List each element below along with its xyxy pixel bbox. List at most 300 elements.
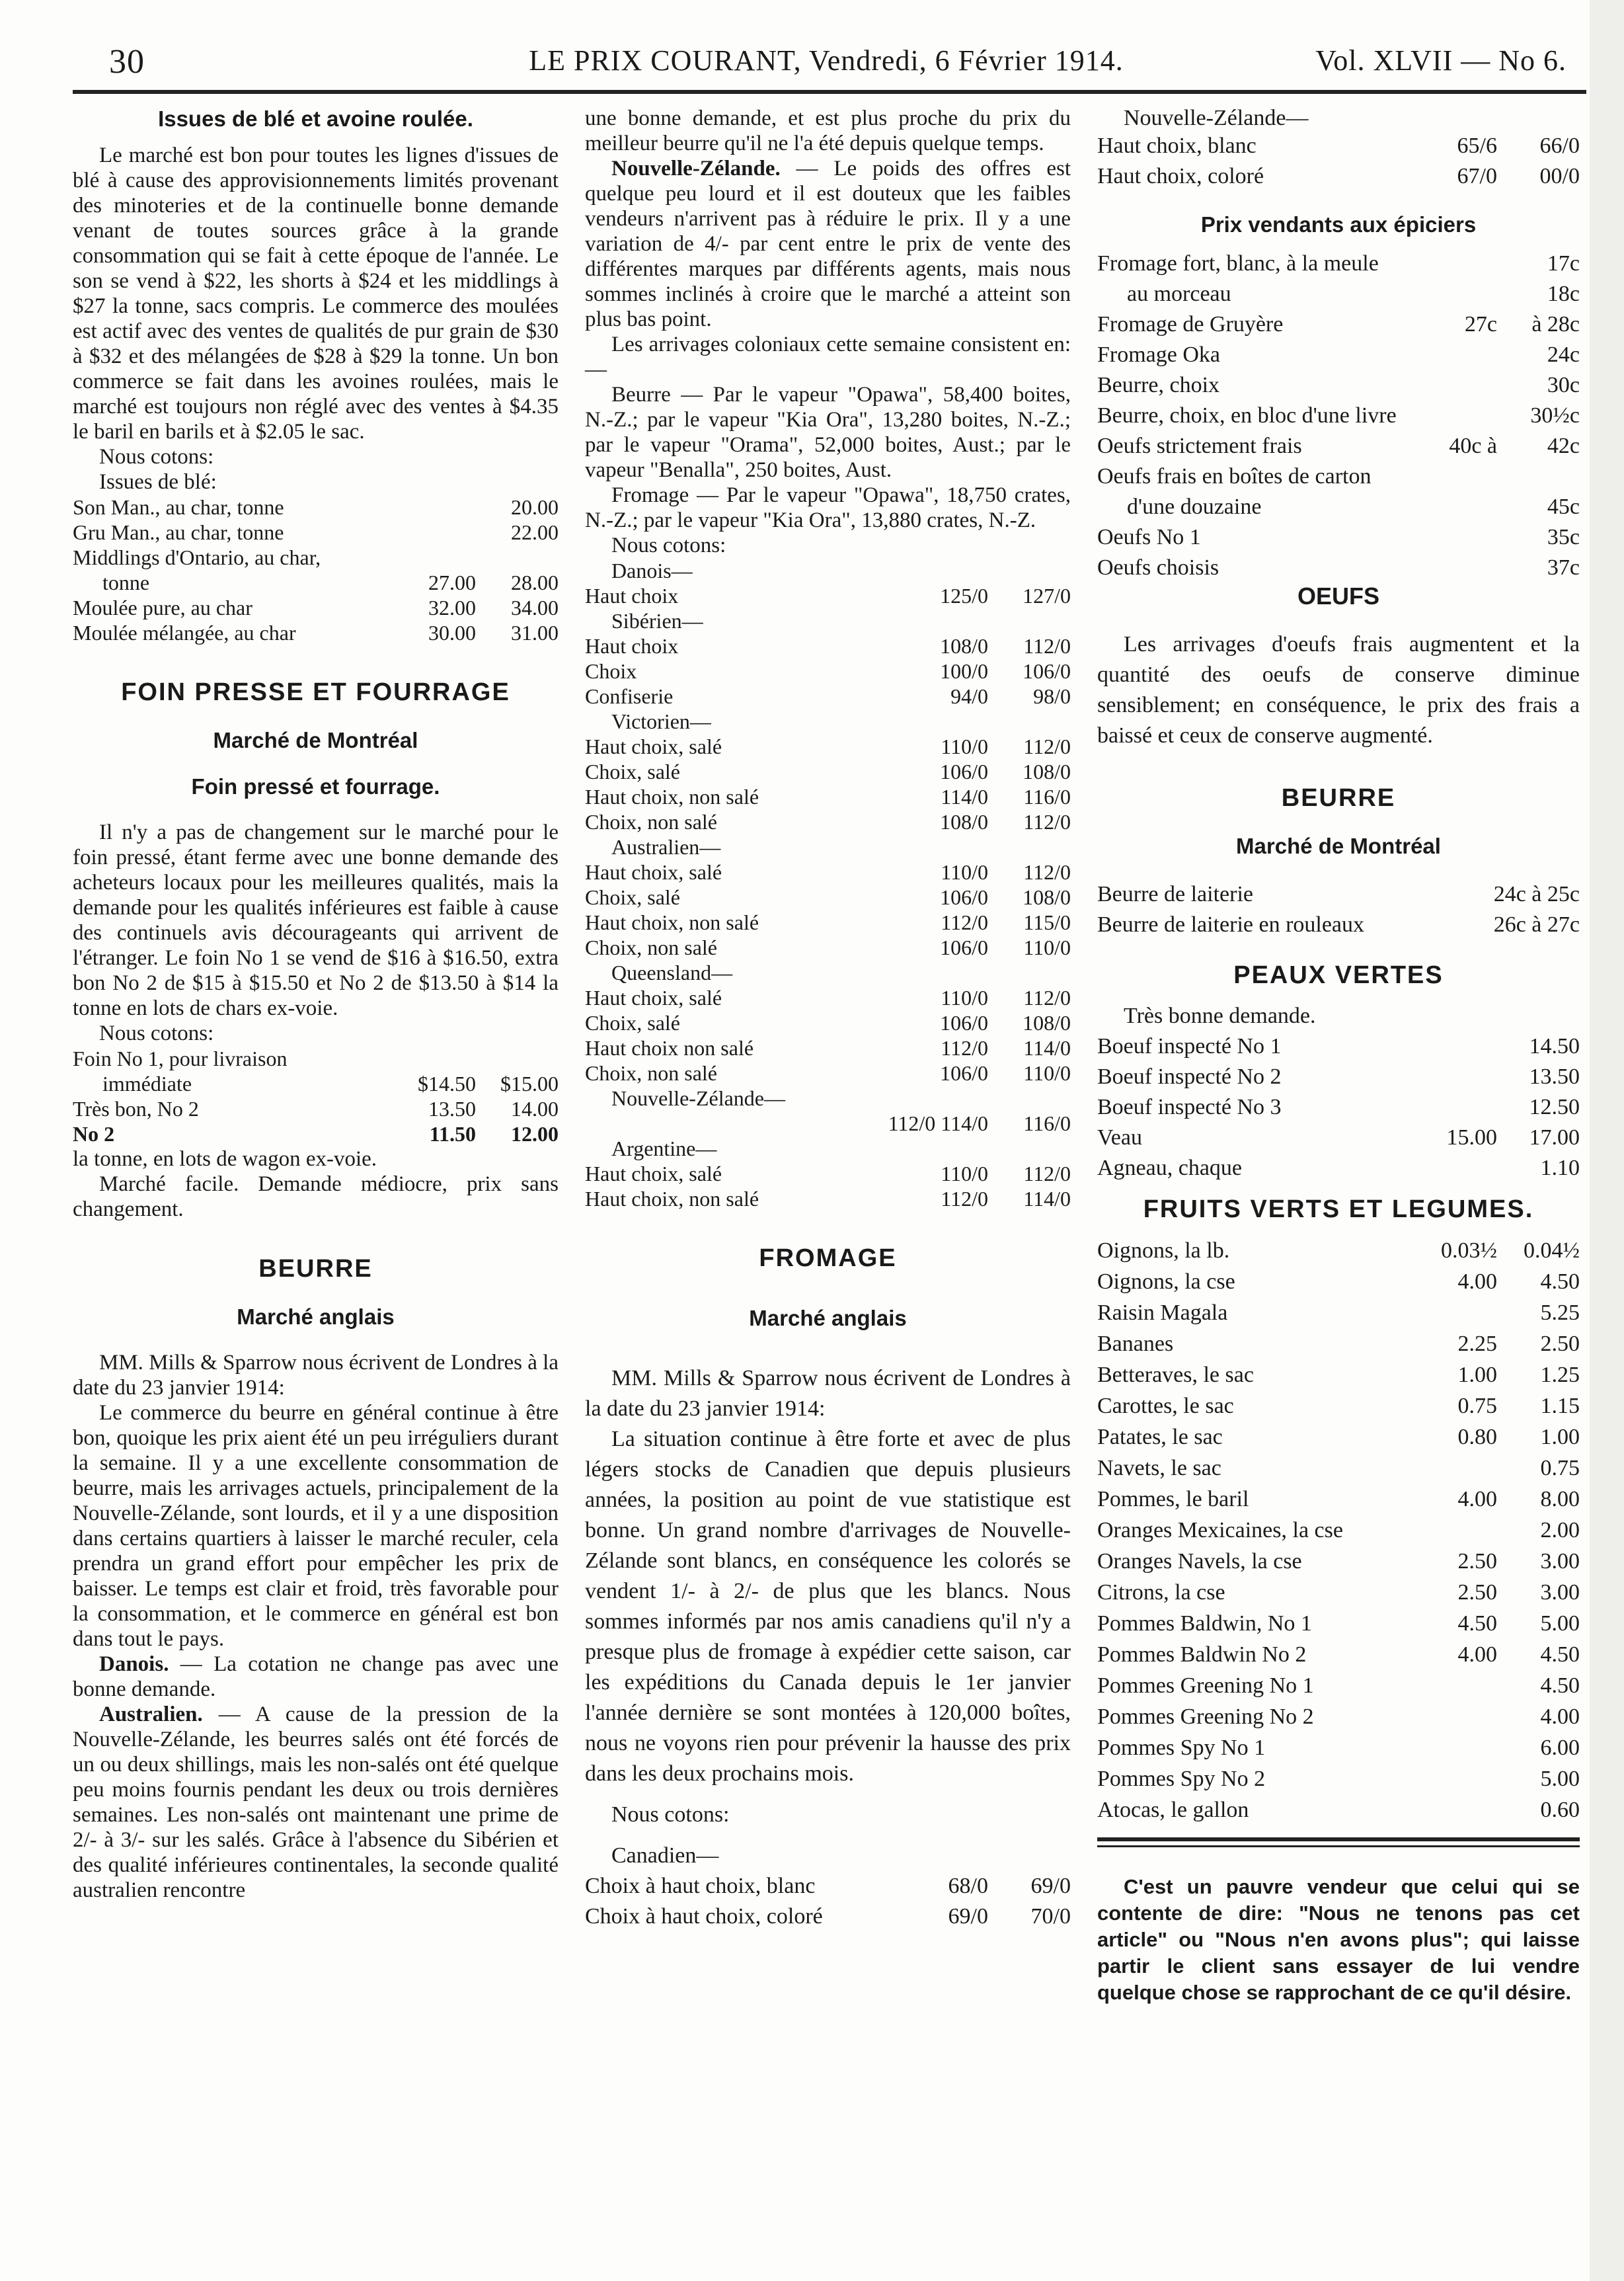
foin-after-table: la tonne, en lots de wagon ex-voie. <box>73 1147 377 1171</box>
price-label: Haut choix, coloré <box>1097 164 1264 188</box>
price-label: Gru Man., au char, tonne <box>73 520 284 544</box>
price-high: 24c à 25c <box>1493 882 1580 906</box>
nz-fromage-subheading: Nouvelle-Zélande— <box>1124 106 1309 130</box>
price-low: 100/0 <box>940 659 988 683</box>
price-low: 4.00 <box>1457 1487 1497 1511</box>
price-low: 0.03½ <box>1441 1238 1497 1263</box>
arrivages-paragraph: Les arrivages coloniaux cette semaine consistent en:— <box>585 333 1071 381</box>
price-row <box>1097 461 1580 492</box>
price-low: 108/0 <box>940 810 988 834</box>
price-high: 6.00 <box>1540 1736 1580 1760</box>
price-high: 4.50 <box>1540 1673 1580 1698</box>
price-high: 45c <box>1547 495 1580 519</box>
price-row <box>585 910 1071 935</box>
price-low <box>888 960 988 985</box>
price-high: 108/0 <box>1023 885 1071 909</box>
price-label: Oeufs frais en boîtes de carton <box>1097 464 1372 489</box>
price-label: Australien— <box>611 835 721 859</box>
price-high: 115/0 <box>1023 910 1071 934</box>
price-row <box>1097 1266 1580 1297</box>
price-label: Middlings d'Ontario, au char, <box>73 545 321 569</box>
price-row <box>585 885 1071 910</box>
price-high: 35c <box>1547 525 1580 549</box>
price-low <box>1421 1732 1497 1763</box>
beurre-anglais-price-table <box>585 558 1071 1211</box>
danois-label: Danois. <box>99 1652 169 1676</box>
beurre-intro: MM. Mills & Sparrow nous écrivent de Londres à la date du 23 janvier 1914: <box>73 1351 559 1400</box>
price-low: 2.50 <box>1457 1549 1497 1574</box>
price-row <box>1097 1670 1580 1701</box>
price-row <box>73 570 559 595</box>
price-row <box>585 759 1071 784</box>
foin-subheading: Foin pressé et fourrage. <box>191 774 440 799</box>
price-row <box>1097 161 1580 192</box>
price-row <box>1097 492 1580 522</box>
price-row <box>1097 1763 1580 1794</box>
price-row <box>1097 1732 1580 1763</box>
price-low: 106/0 <box>940 936 988 959</box>
price-label: Carottes, le sac <box>1097 1394 1234 1418</box>
price-label: Moulée pure, au char <box>73 596 252 620</box>
price-low: 0.75 <box>1457 1394 1497 1418</box>
price-label: Victorien— <box>611 709 711 733</box>
price-row <box>585 633 1071 659</box>
price-low <box>888 1086 988 1111</box>
price-row <box>585 784 1071 809</box>
price-high <box>988 960 1071 985</box>
price-label: Haut choix <box>585 584 679 608</box>
price-low <box>400 495 476 520</box>
price-label: tonne <box>102 571 150 594</box>
price-high: 22.00 <box>511 520 559 544</box>
beurre-arrivages: Beurre — Par le vapeur "Opawa", 58,400 boites, N.-Z.; par le vapeur "Kia Ora", 13,280 boites, N.-Z.; par le vapeur "Orama", 52,000 boites, Aust.; par le vapeur "Benalla", 250 boites, Aust. <box>585 383 1071 482</box>
price-high: 116/0 <box>1023 785 1071 809</box>
price-low <box>400 1046 476 1071</box>
price-row <box>585 583 1071 608</box>
price-label: Choix, non salé <box>585 936 717 959</box>
price-low: 2.25 <box>1457 1332 1497 1356</box>
price-high <box>988 834 1071 860</box>
price-low: 110/0 <box>941 986 988 1010</box>
price-label: au morceau <box>1127 282 1231 306</box>
price-row <box>585 809 1071 834</box>
price-row <box>1097 522 1580 553</box>
price-row <box>585 734 1071 759</box>
page-number: 30 <box>109 43 145 81</box>
beurre-nous-cotons: Nous cotons: <box>611 534 726 557</box>
price-high <box>476 1046 559 1071</box>
price-low <box>888 834 988 860</box>
danois-text: — La cotation ne change pas avec une bonne demande. <box>73 1652 559 1701</box>
price-high <box>988 1136 1071 1161</box>
price-high: 69/0 <box>1030 1874 1071 1898</box>
price-low: 4.00 <box>1457 1642 1497 1667</box>
price-low: 106/0 <box>940 885 988 909</box>
price-row <box>1097 1031 1580 1062</box>
beurre-paragraph: Le commerce du beurre en général continue à être bon, quoique les prix aient été un peu irréguliers durant la semaine. Il y a une excellente consommation de beurre, mais les arrivages actuels, principalement de la Nouvelle-Zélande, sont lourds, et il y a une disposition dans certains quartiers à laisser le marché reculer, cela prendra un grand effort pour empêcher les prix de baisser. Le temps est clair et froid, très favorable pour la consommation, et le commerce en général est bon dans tout le pays. <box>73 1401 559 1651</box>
price-row <box>73 1121 559 1146</box>
price-high: 12.00 <box>511 1122 559 1146</box>
price-low: 110/0 <box>941 1162 988 1185</box>
price-row <box>73 1046 559 1071</box>
price-high: 18c <box>1547 282 1580 306</box>
price-row <box>585 1035 1071 1060</box>
price-high: 5.00 <box>1540 1767 1580 1791</box>
price-low: 2.50 <box>1457 1580 1497 1605</box>
price-low <box>1421 1031 1497 1062</box>
foin-paragraph: Il n'y a pas de changement sur le marché pour le foin pressé, étant ferme avec une bonne demande des acheteurs locaux pour les meilleures qualités, mais la demande pour les qualités inférieures est faible à cause des continuels avis décourageants qui arrivent de l'étranger. Le foin No 1 se vend de $16 à $16.50, extra bon No 2 de $15 à $15.50 et No 2 de $13.50 à $14 la tonne en lots de chars ex-voie. <box>73 820 559 1020</box>
price-label: Pommes Spy No 2 <box>1097 1767 1266 1791</box>
header-rule <box>73 90 1586 94</box>
nz-fromage-price-table <box>1097 131 1580 192</box>
price-high <box>988 608 1071 633</box>
price-low <box>888 709 988 734</box>
price-high: 1.10 <box>1540 1156 1580 1180</box>
volume-number: Vol. XLVII — No 6. <box>1315 44 1566 77</box>
price-label: Argentine— <box>611 1137 717 1160</box>
price-low <box>1421 1670 1497 1701</box>
beurre-heading: BEURRE <box>258 1255 373 1283</box>
price-row <box>1097 1092 1580 1123</box>
price-low: 69/0 <box>948 1904 988 1929</box>
epiciers-price-table <box>1097 249 1580 583</box>
price-label: Haut choix, salé <box>585 1162 722 1185</box>
issues-nous-cotons: Nous cotons: <box>99 445 214 469</box>
fruits-price-table <box>1097 1235 1580 1825</box>
price-high: 30c <box>1547 373 1580 397</box>
price-high: 42c <box>1547 434 1580 458</box>
price-row <box>73 595 559 620</box>
price-low: 32.00 <box>428 596 476 620</box>
notice-rule <box>1097 1845 1580 1847</box>
price-label: Confiserie <box>585 684 674 708</box>
price-low <box>1421 553 1497 583</box>
price-low <box>1421 522 1497 553</box>
price-label: Patates, le sac <box>1097 1425 1223 1449</box>
price-label: Choix, non salé <box>585 1061 717 1085</box>
price-high: 3.00 <box>1540 1549 1580 1574</box>
canadien-subheading: Canadien— <box>611 1843 719 1868</box>
foin-market-note: Marché facile. Demande médiocre, prix sans changement. <box>73 1172 559 1221</box>
price-high: 112/0 <box>1023 1162 1071 1185</box>
price-high: 26c à 27c <box>1493 912 1580 937</box>
beurre-montreal-price-table <box>1097 879 1580 940</box>
price-low <box>1421 249 1497 279</box>
price-label: Queensland— <box>611 961 733 984</box>
price-high: 28.00 <box>511 571 559 594</box>
price-row <box>73 1096 559 1121</box>
price-high <box>988 709 1071 734</box>
price-row <box>585 1086 1071 1111</box>
price-low: 125/0 <box>940 584 988 608</box>
price-label: Haut choix, salé <box>585 735 722 758</box>
price-row <box>585 1901 1071 1932</box>
price-high: 0.04½ <box>1524 1238 1580 1263</box>
price-label: Moulée mélangée, au char <box>73 621 296 645</box>
oeufs-paragraph: Les arrivages d'oeufs frais augmentent et la quantité des oeufs de conserve diminue sensiblement; en conséquence, le prix des frais a baissé et ceux de conserve augmenté. <box>1097 632 1580 748</box>
price-label: Haut choix <box>585 634 679 658</box>
price-low: 112/0 <box>941 910 988 934</box>
price-label: Choix, non salé <box>585 810 717 834</box>
price-row <box>585 1186 1071 1211</box>
price-row <box>73 1071 559 1096</box>
price-row <box>585 684 1071 709</box>
price-low <box>1421 1153 1497 1183</box>
price-high <box>1497 461 1580 492</box>
price-row <box>1097 1577 1580 1608</box>
price-low: 4.00 <box>1457 1269 1497 1294</box>
price-high: 5.00 <box>1540 1611 1580 1636</box>
price-high: 5.25 <box>1540 1301 1580 1325</box>
notice-box <box>1097 1837 1580 2006</box>
price-label: Haut choix, salé <box>585 860 722 884</box>
price-low <box>888 558 988 583</box>
price-row <box>585 1161 1071 1186</box>
price-low: 40c à <box>1449 434 1497 458</box>
column-left <box>73 106 559 1903</box>
price-high: 112/0 <box>1023 634 1071 658</box>
foin-nous-cotons: Nous cotons: <box>99 1021 214 1045</box>
price-label: Veau <box>1097 1125 1142 1150</box>
fruits-heading: FRUITS VERTS ET LEGUMES. <box>1143 1195 1534 1223</box>
price-low <box>1421 1794 1497 1825</box>
price-row <box>585 709 1071 734</box>
price-label: Navets, le sac <box>1097 1456 1221 1480</box>
price-low <box>1418 910 1494 940</box>
price-row <box>585 985 1071 1010</box>
price-high <box>476 545 559 570</box>
price-low: 13.50 <box>428 1097 476 1121</box>
price-high: 20.00 <box>511 495 559 519</box>
price-high: 24c <box>1547 342 1580 367</box>
price-label: immédiate <box>102 1072 192 1096</box>
price-row <box>1097 1546 1580 1577</box>
price-label: Haut choix, blanc <box>1097 134 1257 158</box>
price-low <box>1421 401 1497 431</box>
price-low: 112/0 <box>941 1187 988 1211</box>
price-high: 0.60 <box>1540 1798 1580 1822</box>
price-label: Danois— <box>611 559 693 582</box>
price-label: Pommes Greening No 1 <box>1097 1673 1314 1698</box>
price-label: Choix, salé <box>585 885 680 909</box>
price-row <box>1097 279 1580 309</box>
price-high: 2.50 <box>1540 1332 1580 1356</box>
fromage-nous-cotons: Nous cotons: <box>611 1802 730 1827</box>
price-high: 108/0 <box>1023 1011 1071 1035</box>
price-low <box>1421 1062 1497 1092</box>
price-high: 110/0 <box>1023 936 1071 959</box>
price-low: 106/0 <box>940 760 988 783</box>
price-row <box>1097 1515 1580 1546</box>
price-label: Choix à haut choix, blanc <box>585 1874 816 1898</box>
beurre-montreal-heading: BEURRE <box>1281 784 1396 812</box>
price-low <box>1421 1515 1497 1546</box>
price-label: Boeuf inspecté No 1 <box>1097 1034 1282 1059</box>
price-low: 1.00 <box>1457 1363 1497 1387</box>
price-label: Foin No 1, pour livraison <box>73 1047 288 1070</box>
price-high: 112/0 <box>1023 810 1071 834</box>
price-high: 12.50 <box>1529 1095 1580 1119</box>
price-high: 30½c <box>1530 403 1580 428</box>
price-row <box>1097 1235 1580 1266</box>
price-low: 112/0 114/0 <box>888 1111 988 1135</box>
price-low: 27.00 <box>428 571 476 594</box>
price-high: à 28c <box>1531 312 1580 337</box>
price-label: Son Man., au char, tonne <box>73 495 284 519</box>
price-label: Pommes Baldwin, No 1 <box>1097 1611 1312 1636</box>
price-row <box>585 860 1071 885</box>
price-high: 98/0 <box>1033 684 1071 708</box>
beurre-market-heading: Marché anglais <box>237 1304 395 1329</box>
price-row <box>1097 1639 1580 1670</box>
column-middle <box>585 106 1071 1932</box>
price-low <box>888 608 988 633</box>
beurre-montreal-market: Marché de Montréal <box>1236 834 1441 858</box>
danois-paragraph <box>73 1652 559 1702</box>
price-label: Boeuf inspecté No 3 <box>1097 1095 1282 1119</box>
price-low <box>1421 1763 1497 1794</box>
foin-heading: FOIN PRESSE ET FOURRAGE <box>121 678 510 706</box>
price-low <box>400 545 476 570</box>
price-label: Oranges Mexicaines, la cse <box>1097 1518 1343 1542</box>
price-label: Citrons, la cse <box>1097 1580 1225 1605</box>
price-high: 112/0 <box>1023 735 1071 758</box>
price-low: 0.80 <box>1457 1425 1497 1449</box>
price-label: Très bon, No 2 <box>73 1097 199 1121</box>
price-low: 112/0 <box>941 1036 988 1060</box>
price-label: Fromage fort, blanc, à la meule <box>1097 251 1379 276</box>
price-low <box>1421 340 1497 370</box>
price-label: Raisin Magala <box>1097 1301 1228 1325</box>
price-row <box>73 495 559 520</box>
price-label: Pommes Spy No 1 <box>1097 1736 1266 1760</box>
price-row <box>1097 340 1580 370</box>
price-low: 114/0 <box>941 785 988 809</box>
price-low <box>1421 461 1497 492</box>
price-high: 4.00 <box>1540 1704 1580 1729</box>
masthead-title: LE PRIX COURANT, Vendredi, 6 Février 1914. <box>529 44 1124 77</box>
price-row <box>1097 1123 1580 1153</box>
price-label: Pommes Baldwin No 2 <box>1097 1642 1307 1667</box>
price-low <box>400 520 476 545</box>
price-high: 116/0 <box>1023 1111 1071 1135</box>
australien-text: — A cause de la pression de la Nouvelle-Zélande, les beurres salés ont été forcés de un ou deux shillings, mais les non-salés ont été quelque peu moins fournis pendant les deux ou trois dernières semaines. Les non-salés ont maintenant une prime de 2/- à 3/- sur les salés. Grâce à l'absence du Sibérien et des qualité inférieures continentales, la seconde qualité australien rencontre <box>73 1702 559 1902</box>
price-low: 4.50 <box>1457 1611 1497 1636</box>
price-high: 4.50 <box>1540 1642 1580 1667</box>
price-high: 127/0 <box>1023 584 1071 608</box>
price-row <box>585 935 1071 960</box>
price-row <box>1097 1701 1580 1732</box>
price-low <box>1418 879 1494 910</box>
fromage-paragraph: La situation continue à être forte et avec de plus légers stocks de Canadien que depuis plusieurs années, la position au point de vue statistique est bonne. Un grand nombre d'arrivages de Nouvelle-Zélande sont blancs, en conséquence les colorés se vendent 1/- à 2/- de plus que les blancs. Nous sommes informés par nos amis canadiens qu'il n'y a presque plus de fromage à expédier cette saison, car les expéditions du Canada depuis le 1er janvier l'année dernière se sont montées à 120,000 boîtes, nous ne voyons rien pour prévenir la hausse des prix dans les deux prochains mois. <box>585 1427 1071 1786</box>
price-high: 31.00 <box>511 621 559 645</box>
price-row <box>585 960 1071 985</box>
price-label: Fromage Oka <box>1097 342 1221 367</box>
price-high: 2.00 <box>1540 1518 1580 1542</box>
australien-label: Australien. <box>99 1702 203 1726</box>
price-row <box>585 834 1071 860</box>
price-high <box>988 558 1071 583</box>
price-high: 70/0 <box>1030 1904 1071 1929</box>
price-high: 4.50 <box>1540 1269 1580 1294</box>
page-header <box>73 38 1580 91</box>
price-row <box>1097 1359 1580 1390</box>
nz-text: — Le poids des offres est quelque peu lourd et il est douteux que les faibles vendeurs n'arrivent pas à réduire le prix. Il y a une variation de 4/- par cent entre le prix de vente des différentes marques par différents agents, mais nous sommes inclinés à croire que le marché a atteint son plus bas point. <box>585 157 1071 331</box>
price-row <box>73 520 559 545</box>
price-low <box>1421 370 1497 401</box>
price-high: 112/0 <box>1023 860 1071 884</box>
issues-heading: Issues de blé et avoine roulée. <box>158 106 473 131</box>
price-row <box>1097 553 1580 583</box>
price-label: Haut choix non salé <box>585 1036 754 1060</box>
price-low <box>1421 1092 1497 1123</box>
price-low <box>1421 279 1497 309</box>
peaux-demand: Très bonne demande. <box>1124 1004 1316 1028</box>
price-label: Beurre de laiterie <box>1097 882 1253 906</box>
peaux-heading: PEAUX VERTES <box>1233 961 1444 989</box>
price-row <box>585 558 1071 583</box>
oeufs-heading: OEUFS <box>1297 582 1379 610</box>
price-label: Betteraves, le sac <box>1097 1363 1254 1387</box>
price-high: 14.50 <box>1529 1034 1580 1059</box>
price-label: Pommes, le baril <box>1097 1487 1249 1511</box>
issues-subheading: Issues de blé: <box>99 470 217 494</box>
price-label: Oeufs choisis <box>1097 555 1219 580</box>
price-row <box>585 1010 1071 1035</box>
price-label: Oeufs No 1 <box>1097 525 1201 549</box>
price-label: Fromage de Gruyère <box>1097 312 1284 337</box>
price-row <box>1097 1062 1580 1092</box>
price-high: 1.25 <box>1540 1363 1580 1387</box>
price-label: Haut choix, non salé <box>585 910 759 934</box>
price-low: 106/0 <box>940 1061 988 1085</box>
price-label: Oeufs strictement frais <box>1097 434 1302 458</box>
price-label: Beurre, choix, en bloc d'une livre <box>1097 403 1397 428</box>
price-label: Choix, salé <box>585 1011 680 1035</box>
price-label: No 2 <box>73 1122 115 1146</box>
price-high: 1.00 <box>1540 1425 1580 1449</box>
price-row <box>585 1136 1071 1161</box>
price-label <box>585 1111 888 1136</box>
price-low: 67/0 <box>1457 164 1497 188</box>
peaux-price-table <box>1097 1031 1580 1183</box>
fromage-heading: FROMAGE <box>759 1244 897 1272</box>
price-label: Nouvelle-Zélande— <box>611 1086 785 1110</box>
price-label: Oranges Navels, la cse <box>1097 1549 1302 1574</box>
page-edge <box>1590 0 1624 2281</box>
price-low: 110/0 <box>941 860 988 884</box>
epiciers-heading: Prix vendants aux épiciers <box>1200 212 1477 237</box>
price-row <box>1097 131 1580 161</box>
price-row <box>1097 370 1580 401</box>
column-right <box>1097 106 1580 2006</box>
price-high: 108/0 <box>1023 760 1071 783</box>
price-row <box>1097 249 1580 279</box>
price-high: 114/0 <box>1023 1036 1071 1060</box>
price-row <box>1097 910 1580 940</box>
price-row <box>585 608 1071 633</box>
price-label: Haut choix, non salé <box>585 785 759 809</box>
price-high: 34.00 <box>511 596 559 620</box>
fromage-intro: MM. Mills & Sparrow nous écrivent de Londres à la date du 23 janvier 1914: <box>585 1366 1071 1421</box>
notice-text: C'est un pauvre vendeur que celui qui se contente de dire: "Nous ne tenons pas cet article" ou "Nous n'en avons plus"; qui laisse partir le client sans essayer de lui vendre quelque chose se rapprochant de ce qu'il désire. <box>1097 1875 1580 2004</box>
price-row <box>1097 431 1580 461</box>
price-label: Atocas, le gallon <box>1097 1798 1249 1822</box>
foin-price-table <box>73 1046 559 1146</box>
price-label: Choix, salé <box>585 760 680 783</box>
fromage-market-heading: Marché anglais <box>749 1306 907 1330</box>
foin-market-heading: Marché de Montréal <box>213 728 418 752</box>
